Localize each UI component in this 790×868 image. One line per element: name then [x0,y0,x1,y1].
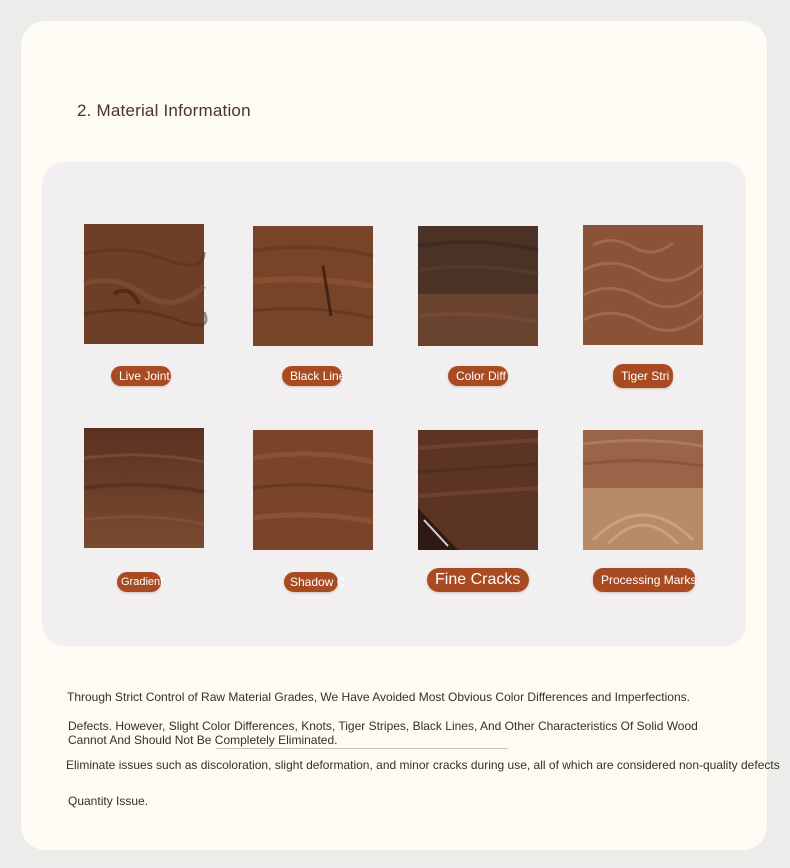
label-tiger-stripe: Tiger Stri [613,364,673,388]
description-line-3: Cannot And Should Not Be Completely Eliminated. [68,733,338,747]
wood-sample-processing-marks [583,430,703,550]
description-line-1: Through Strict Control of Raw Material Grades, We Have Avoided Most Obvious Color Differences and Imperfections. [67,690,690,704]
description-line-2: Defects. However, Slight Color Differences, Knots, Tiger Stripes, Black Lines, And Other Characteristics Of Solid Wood [68,719,698,733]
wood-sample-shadow [253,430,373,550]
section-title: 2. Material Information [77,101,251,120]
label-fine-cracks: Fine Cracks [427,568,529,592]
label-color-difference: Color Diff [448,366,508,386]
wood-sample-fine-cracks [418,430,538,550]
divider-line [216,748,508,749]
label-black-line: Black Line [282,366,342,386]
description-line-4: Eliminate issues such as discoloration, slight deformation, and minor cracks during use, all of which are considered non-quality defects [66,758,780,772]
wood-sample-black-line [253,226,373,346]
label-shadow: Shadow C [284,572,338,592]
wood-sample-live-joint [84,224,204,344]
description-line-5: Quantity Issue. [68,794,149,808]
label-processing-marks: Processing Marks [593,568,695,592]
label-gradient: Gradient [117,572,161,592]
wood-sample-tiger-stripe [583,225,703,345]
wood-sample-color-difference [418,226,538,346]
label-live-joint: Live Joint [111,366,171,386]
wood-sample-gradient [84,428,204,548]
